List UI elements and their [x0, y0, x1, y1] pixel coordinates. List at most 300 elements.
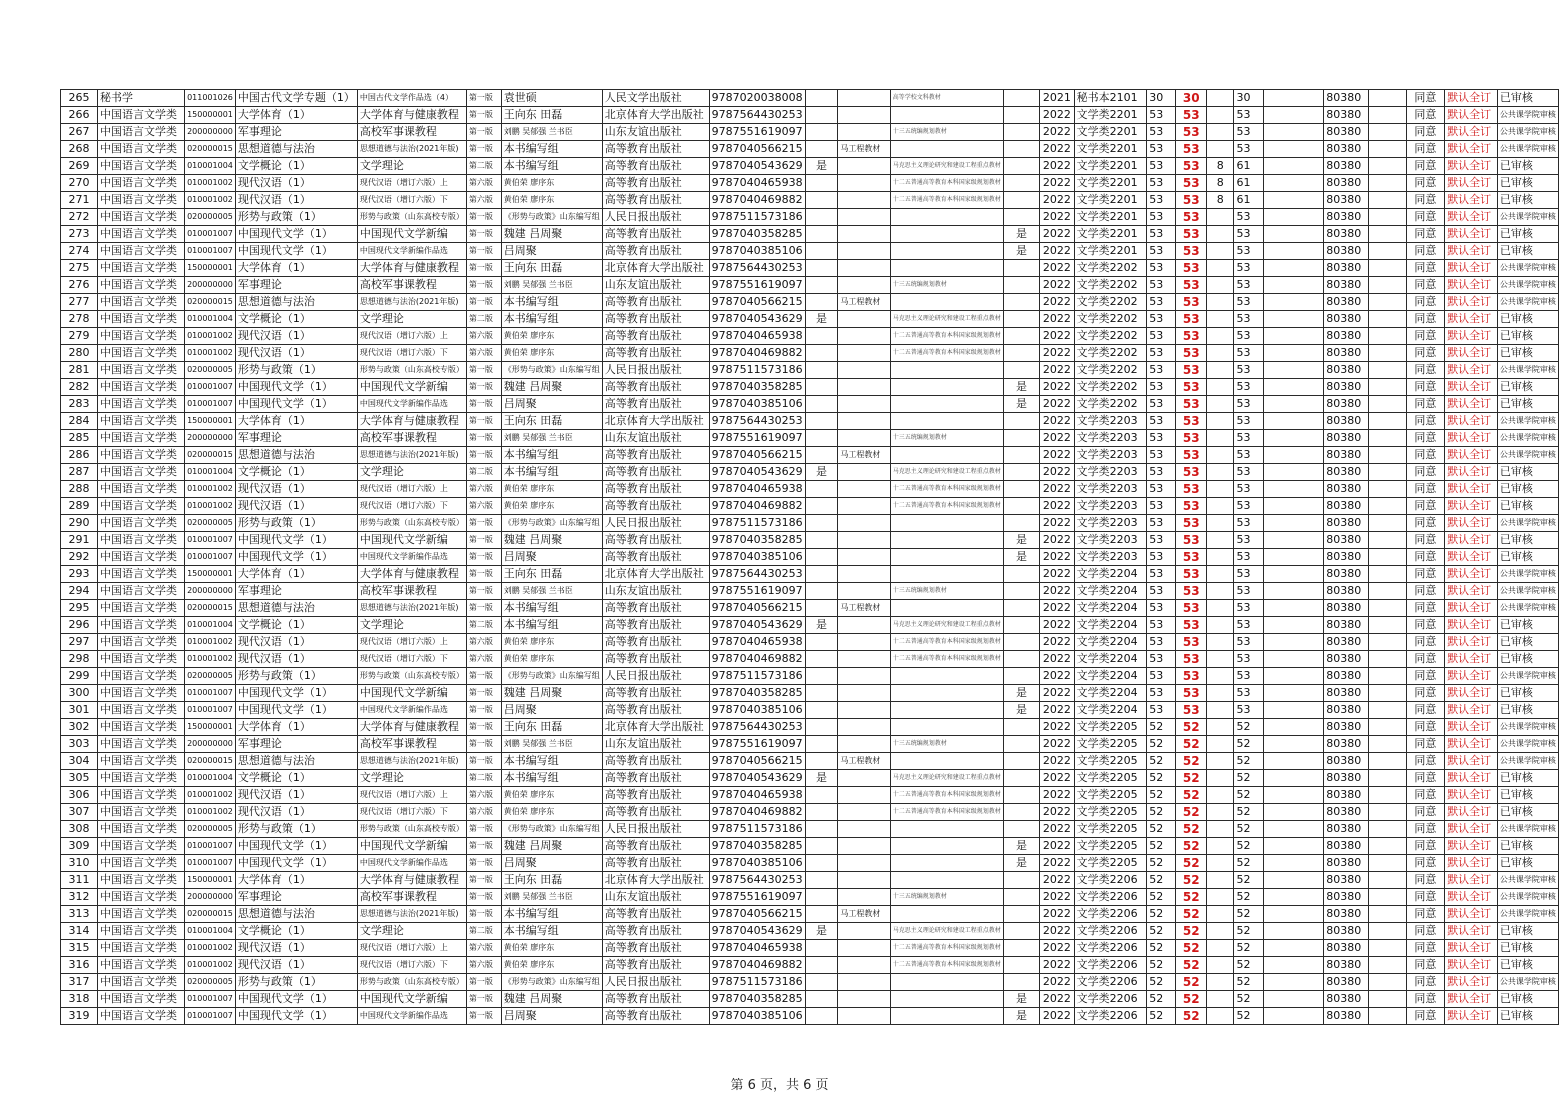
teacher-count-cell [1207, 991, 1234, 1008]
publisher-cell: 人民日报出版社 [602, 515, 709, 532]
grade-year-cell: 2022 [1040, 974, 1074, 991]
row-number-cell: 271 [61, 192, 98, 209]
total-count-cell: 53 [1234, 379, 1263, 396]
publisher-cell: 高等教育出版社 [602, 957, 709, 974]
textbook-plan-cell [890, 413, 1003, 430]
course-code-cell: 150000001 [185, 719, 236, 736]
flag-yes-cell [805, 889, 838, 906]
teacher-id-cell: 80380 [1324, 600, 1369, 617]
textbook-plan-cell [890, 668, 1003, 685]
teacher-id-cell: 80380 [1324, 634, 1369, 651]
course-code-cell: 020000015 [185, 294, 236, 311]
order-count-cell: 53 [1176, 396, 1207, 413]
isbn-cell: 9787040358285 [709, 685, 805, 702]
textbook-category-cell [838, 889, 890, 906]
row-number-cell: 293 [61, 566, 98, 583]
approval-cell: 同意 [1406, 617, 1445, 634]
class-name-cell: 文学类2206 [1074, 923, 1147, 940]
textbook-plan-cell: 十三五统编规划教材 [890, 889, 1003, 906]
blank-column-2-cell [1369, 158, 1406, 175]
grade-year-cell: 2022 [1040, 209, 1074, 226]
class-name-cell: 文学类2202 [1074, 328, 1147, 345]
approval-cell: 同意 [1406, 345, 1445, 362]
publisher-cell: 高等教育出版社 [602, 158, 709, 175]
flag-yes-cell [805, 991, 838, 1008]
edition-cell: 第一版 [466, 294, 501, 311]
blank-column-cell [1263, 804, 1324, 821]
row-number-cell: 268 [61, 141, 98, 158]
course-code-cell: 010001007 [185, 991, 236, 1008]
edition-cell: 第六版 [466, 345, 501, 362]
teacher-count-cell: 8 [1207, 175, 1234, 192]
blank-column-cell [1263, 685, 1324, 702]
order-mode-cell: 默认全订 [1445, 532, 1498, 549]
course-name-cell: 思想道德与法治 [235, 141, 357, 158]
review-status-cell: 已审核 [1497, 498, 1558, 515]
textbook-category-cell [838, 532, 890, 549]
student-count-cell: 53 [1147, 311, 1176, 328]
row-number-cell: 291 [61, 532, 98, 549]
order-count-cell: 53 [1176, 583, 1207, 600]
review-status-cell: 公共课学院审核 [1497, 447, 1558, 464]
teacher-count-cell [1207, 260, 1234, 277]
major-cell: 中国语言文学类 [97, 872, 184, 889]
publisher-cell: 高等教育出版社 [602, 855, 709, 872]
author-flag-cell [1003, 515, 1039, 532]
order-count-cell: 53 [1176, 277, 1207, 294]
major-cell: 中国语言文学类 [97, 702, 184, 719]
isbn-cell: 9787511573186 [709, 668, 805, 685]
class-name-cell: 文学类2203 [1074, 430, 1147, 447]
author-cell: 刘鹏 吴郁强 兰书臣 [501, 277, 602, 294]
course-name-cell: 中国现代文学（1） [235, 243, 357, 260]
blank-column-cell [1263, 957, 1324, 974]
class-name-cell: 文学类2202 [1074, 396, 1147, 413]
order-count-cell: 53 [1176, 175, 1207, 192]
author-cell: 《形势与政策》山东编写组 [501, 209, 602, 226]
textbook-category-cell [838, 362, 890, 379]
order-count-cell: 53 [1176, 549, 1207, 566]
major-cell: 中国语言文学类 [97, 413, 184, 430]
order-count-cell: 53 [1176, 515, 1207, 532]
edition-cell: 第二版 [466, 311, 501, 328]
flag-yes-cell [805, 260, 838, 277]
course-name-cell: 军事理论 [235, 124, 357, 141]
blank-column-cell [1263, 141, 1324, 158]
total-count-cell: 52 [1234, 1008, 1263, 1025]
blank-column-cell [1263, 719, 1324, 736]
review-status-cell: 公共课学院审核 [1497, 515, 1558, 532]
publisher-cell: 人民文学出版社 [602, 90, 709, 107]
isbn-cell: 9787564430253 [709, 107, 805, 124]
textbook-category-cell [838, 311, 890, 328]
course-name-cell: 中国古代文学专题（1） [235, 90, 357, 107]
textbook-plan-cell: 十二五普通高等教育本科国家级规划教材 [890, 328, 1003, 345]
table-body [61, 90, 1559, 1025]
class-name-cell: 文学类2202 [1074, 294, 1147, 311]
course-code-cell: 020000005 [185, 974, 236, 991]
flag-yes-cell [805, 362, 838, 379]
course-code-cell: 010001004 [185, 923, 236, 940]
row-number-cell: 298 [61, 651, 98, 668]
publisher-cell: 高等教育出版社 [602, 804, 709, 821]
course-name-cell: 大学体育（1） [235, 872, 357, 889]
flag-yes-cell [805, 702, 838, 719]
course-name-cell: 军事理论 [235, 430, 357, 447]
course-code-cell: 010001002 [185, 345, 236, 362]
author-flag-cell [1003, 821, 1039, 838]
class-name-cell: 文学类2203 [1074, 549, 1147, 566]
course-name-cell: 军事理论 [235, 889, 357, 906]
major-cell: 中国语言文学类 [97, 736, 184, 753]
publisher-cell: 高等教育出版社 [602, 753, 709, 770]
total-count-cell: 53 [1234, 685, 1263, 702]
textbook-title-cell: 现代汉语（增订六版）下 [357, 804, 466, 821]
approval-cell: 同意 [1406, 1008, 1445, 1025]
textbook-title-cell: 现代汉语（增订六版）下 [357, 498, 466, 515]
table-row [61, 787, 1559, 804]
major-cell: 中国语言文学类 [97, 753, 184, 770]
flag-yes-cell: 是 [805, 464, 838, 481]
order-mode-cell: 默认全订 [1445, 685, 1498, 702]
row-number-cell: 319 [61, 1008, 98, 1025]
textbook-title-cell: 现代汉语（增订六版）下 [357, 651, 466, 668]
course-code-cell: 010001007 [185, 702, 236, 719]
course-code-cell: 020000015 [185, 600, 236, 617]
student-count-cell: 53 [1147, 651, 1176, 668]
blank-column-cell [1263, 1008, 1324, 1025]
textbook-category-cell [838, 736, 890, 753]
publisher-cell: 高等教育出版社 [602, 770, 709, 787]
grade-year-cell: 2022 [1040, 498, 1074, 515]
order-mode-cell: 默认全订 [1445, 889, 1498, 906]
textbook-category-cell [838, 464, 890, 481]
class-name-cell: 文学类2206 [1074, 872, 1147, 889]
edition-cell: 第一版 [466, 362, 501, 379]
row-number-cell: 317 [61, 974, 98, 991]
student-count-cell: 53 [1147, 277, 1176, 294]
blank-column-2-cell [1369, 243, 1406, 260]
textbook-category-cell: 马工程教材 [838, 600, 890, 617]
course-name-cell: 军事理论 [235, 277, 357, 294]
approval-cell: 同意 [1406, 566, 1445, 583]
review-status-cell: 已审核 [1497, 464, 1558, 481]
order-count-cell: 52 [1176, 736, 1207, 753]
isbn-cell: 9787040358285 [709, 379, 805, 396]
grade-year-cell: 2022 [1040, 583, 1074, 600]
flag-yes-cell [805, 413, 838, 430]
table-row [61, 192, 1559, 209]
major-cell: 中国语言文学类 [97, 158, 184, 175]
approval-cell: 同意 [1406, 668, 1445, 685]
isbn-cell: 9787564430253 [709, 566, 805, 583]
flag-yes-cell [805, 804, 838, 821]
major-cell: 中国语言文学类 [97, 175, 184, 192]
order-mode-cell: 默认全订 [1445, 906, 1498, 923]
blank-column-cell [1263, 753, 1324, 770]
edition-cell: 第一版 [466, 566, 501, 583]
flag-yes-cell [805, 481, 838, 498]
isbn-cell: 9787040566215 [709, 447, 805, 464]
review-status-cell: 公共课学院审核 [1497, 260, 1558, 277]
teacher-count-cell: 8 [1207, 192, 1234, 209]
major-cell: 中国语言文学类 [97, 719, 184, 736]
total-count-cell: 53 [1234, 226, 1263, 243]
flag-yes-cell [805, 226, 838, 243]
author-flag-cell [1003, 90, 1039, 107]
publisher-cell: 山东友谊出版社 [602, 430, 709, 447]
approval-cell: 同意 [1406, 821, 1445, 838]
order-mode-cell: 默认全订 [1445, 651, 1498, 668]
author-cell: 魏建 吕周聚 [501, 838, 602, 855]
order-mode-cell: 默认全订 [1445, 515, 1498, 532]
isbn-cell: 9787551619097 [709, 277, 805, 294]
review-status-cell: 公共课学院审核 [1497, 141, 1558, 158]
publisher-cell: 北京体育大学出版社 [602, 107, 709, 124]
author-cell: 黄伯荣 廖序东 [501, 345, 602, 362]
course-name-cell: 文学概论（1） [235, 464, 357, 481]
order-mode-cell: 默认全订 [1445, 124, 1498, 141]
teacher-id-cell: 80380 [1324, 549, 1369, 566]
major-cell: 中国语言文学类 [97, 821, 184, 838]
order-mode-cell: 默认全订 [1445, 838, 1498, 855]
major-cell: 中国语言文学类 [97, 294, 184, 311]
course-name-cell: 现代汉语（1） [235, 345, 357, 362]
teacher-count-cell [1207, 345, 1234, 362]
review-status-cell: 已审核 [1497, 192, 1558, 209]
class-name-cell: 文学类2203 [1074, 481, 1147, 498]
author-flag-cell [1003, 294, 1039, 311]
grade-year-cell: 2022 [1040, 855, 1074, 872]
textbook-plan-cell: 高等学校文科教材 [890, 90, 1003, 107]
order-count-cell: 53 [1176, 702, 1207, 719]
textbook-plan-cell: 马克思主义理论研究和建设工程重点教材 [890, 770, 1003, 787]
table-row [61, 838, 1559, 855]
author-cell: 刘鹏 吴郁强 兰书臣 [501, 430, 602, 447]
approval-cell: 同意 [1406, 906, 1445, 923]
author-cell: 本书编写组 [501, 770, 602, 787]
blank-column-cell [1263, 651, 1324, 668]
row-number-cell: 282 [61, 379, 98, 396]
textbook-category-cell [838, 124, 890, 141]
review-status-cell: 公共课学院审核 [1497, 821, 1558, 838]
approval-cell: 同意 [1406, 855, 1445, 872]
approval-cell: 同意 [1406, 736, 1445, 753]
teacher-count-cell [1207, 294, 1234, 311]
textbook-plan-cell [890, 600, 1003, 617]
row-number-cell: 309 [61, 838, 98, 855]
approval-cell: 同意 [1406, 294, 1445, 311]
textbook-title-cell: 高校军事课教程 [357, 736, 466, 753]
approval-cell: 同意 [1406, 498, 1445, 515]
student-count-cell: 53 [1147, 260, 1176, 277]
edition-cell: 第一版 [466, 447, 501, 464]
row-number-cell: 265 [61, 90, 98, 107]
edition-cell: 第一版 [466, 260, 501, 277]
table-row [61, 804, 1559, 821]
author-cell: 黄伯荣 廖序东 [501, 634, 602, 651]
total-count-cell: 61 [1234, 175, 1263, 192]
order-count-cell: 52 [1176, 957, 1207, 974]
teacher-id-cell: 80380 [1324, 940, 1369, 957]
row-number-cell: 306 [61, 787, 98, 804]
course-name-cell: 思想道德与法治 [235, 753, 357, 770]
textbook-plan-cell: 十二五普通高等教育本科国家级规划教材 [890, 345, 1003, 362]
order-mode-cell: 默认全订 [1445, 158, 1498, 175]
class-name-cell: 文学类2201 [1074, 175, 1147, 192]
author-flag-cell: 是 [1003, 379, 1039, 396]
teacher-count-cell [1207, 311, 1234, 328]
flag-yes-cell [805, 940, 838, 957]
textbook-title-cell: 形势与政策（山东高校专版） [357, 821, 466, 838]
row-number-cell: 284 [61, 413, 98, 430]
publisher-cell: 高等教育出版社 [602, 311, 709, 328]
review-status-cell: 公共课学院审核 [1497, 124, 1558, 141]
class-name-cell: 文学类2203 [1074, 464, 1147, 481]
grade-year-cell: 2022 [1040, 107, 1074, 124]
review-status-cell: 已审核 [1497, 651, 1558, 668]
edition-cell: 第一版 [466, 226, 501, 243]
teacher-id-cell: 80380 [1324, 345, 1369, 362]
textbook-title-cell: 形势与政策（山东高校专版） [357, 974, 466, 991]
isbn-cell: 9787040385106 [709, 396, 805, 413]
teacher-id-cell: 80380 [1324, 787, 1369, 804]
major-cell: 中国语言文学类 [97, 226, 184, 243]
blank-column-cell [1263, 600, 1324, 617]
total-count-cell: 52 [1234, 974, 1263, 991]
flag-yes-cell [805, 209, 838, 226]
edition-cell: 第一版 [466, 124, 501, 141]
textbook-plan-cell [890, 209, 1003, 226]
table-row [61, 923, 1559, 940]
textbook-title-cell: 文学理论 [357, 158, 466, 175]
author-cell: 吕周聚 [501, 549, 602, 566]
textbook-plan-cell [890, 719, 1003, 736]
publisher-cell: 高等教育出版社 [602, 175, 709, 192]
blank-column-2-cell [1369, 481, 1406, 498]
edition-cell: 第六版 [466, 328, 501, 345]
order-mode-cell: 默认全订 [1445, 566, 1498, 583]
textbook-category-cell [838, 651, 890, 668]
author-cell: 本书编写组 [501, 923, 602, 940]
author-cell: 魏建 吕周聚 [501, 226, 602, 243]
publisher-cell: 人民日报出版社 [602, 209, 709, 226]
order-mode-cell: 默认全订 [1445, 583, 1498, 600]
review-status-cell: 已审核 [1497, 702, 1558, 719]
grade-year-cell: 2022 [1040, 447, 1074, 464]
publisher-cell: 高等教育出版社 [602, 617, 709, 634]
textbook-plan-cell: 十三五统编规划教材 [890, 583, 1003, 600]
teacher-count-cell [1207, 940, 1234, 957]
course-code-cell: 010001007 [185, 243, 236, 260]
student-count-cell: 52 [1147, 991, 1176, 1008]
teacher-count-cell [1207, 464, 1234, 481]
grade-year-cell: 2022 [1040, 158, 1074, 175]
flag-yes-cell [805, 787, 838, 804]
student-count-cell: 52 [1147, 855, 1176, 872]
textbook-title-cell: 现代汉语（增订六版）上 [357, 787, 466, 804]
order-count-cell: 52 [1176, 923, 1207, 940]
course-code-cell: 020000005 [185, 515, 236, 532]
class-name-cell: 文学类2205 [1074, 855, 1147, 872]
blank-column-cell [1263, 175, 1324, 192]
order-count-cell: 53 [1176, 209, 1207, 226]
table-row [61, 379, 1559, 396]
author-flag-cell [1003, 957, 1039, 974]
total-count-cell: 53 [1234, 396, 1263, 413]
grade-year-cell: 2022 [1040, 753, 1074, 770]
textbook-plan-cell [890, 566, 1003, 583]
table-row [61, 634, 1559, 651]
student-count-cell: 53 [1147, 226, 1176, 243]
order-count-cell: 52 [1176, 872, 1207, 889]
row-number-cell: 296 [61, 617, 98, 634]
publisher-cell: 人民日报出版社 [602, 362, 709, 379]
author-cell: 王向东 田磊 [501, 872, 602, 889]
order-count-cell: 52 [1176, 770, 1207, 787]
teacher-id-cell: 80380 [1324, 872, 1369, 889]
blank-column-2-cell [1369, 107, 1406, 124]
teacher-id-cell: 80380 [1324, 311, 1369, 328]
edition-cell: 第一版 [466, 1008, 501, 1025]
major-cell: 中国语言文学类 [97, 498, 184, 515]
student-count-cell: 52 [1147, 719, 1176, 736]
grade-year-cell: 2022 [1040, 651, 1074, 668]
teacher-count-cell [1207, 447, 1234, 464]
class-name-cell: 文学类2201 [1074, 192, 1147, 209]
course-name-cell: 中国现代文学（1） [235, 379, 357, 396]
approval-cell: 同意 [1406, 90, 1445, 107]
student-count-cell: 53 [1147, 464, 1176, 481]
approval-cell: 同意 [1406, 226, 1445, 243]
edition-cell: 第一版 [466, 396, 501, 413]
textbook-category-cell [838, 668, 890, 685]
order-mode-cell: 默认全订 [1445, 430, 1498, 447]
order-count-cell: 52 [1176, 719, 1207, 736]
course-code-cell: 020000005 [185, 209, 236, 226]
row-number-cell: 267 [61, 124, 98, 141]
publisher-cell: 高等教育出版社 [602, 923, 709, 940]
total-count-cell: 61 [1234, 158, 1263, 175]
isbn-cell: 9787040358285 [709, 226, 805, 243]
author-flag-cell [1003, 430, 1039, 447]
review-status-cell: 公共课学院审核 [1497, 736, 1558, 753]
isbn-cell: 9787551619097 [709, 124, 805, 141]
course-code-cell: 020000005 [185, 668, 236, 685]
total-count-cell: 53 [1234, 515, 1263, 532]
student-count-cell: 53 [1147, 702, 1176, 719]
teacher-count-cell [1207, 889, 1234, 906]
approval-cell: 同意 [1406, 940, 1445, 957]
course-name-cell: 中国现代文学（1） [235, 855, 357, 872]
edition-cell: 第一版 [466, 209, 501, 226]
order-mode-cell: 默认全订 [1445, 260, 1498, 277]
review-status-cell: 已审核 [1497, 549, 1558, 566]
total-count-cell: 53 [1234, 566, 1263, 583]
textbook-plan-cell [890, 872, 1003, 889]
blank-column-cell [1263, 583, 1324, 600]
course-name-cell: 中国现代文学（1） [235, 838, 357, 855]
author-cell: 本书编写组 [501, 617, 602, 634]
course-name-cell: 思想道德与法治 [235, 906, 357, 923]
total-count-cell: 53 [1234, 362, 1263, 379]
teacher-id-cell: 80380 [1324, 498, 1369, 515]
row-number-cell: 276 [61, 277, 98, 294]
course-name-cell: 思想道德与法治 [235, 447, 357, 464]
course-name-cell: 军事理论 [235, 736, 357, 753]
edition-cell: 第六版 [466, 787, 501, 804]
order-mode-cell: 默认全订 [1445, 192, 1498, 209]
